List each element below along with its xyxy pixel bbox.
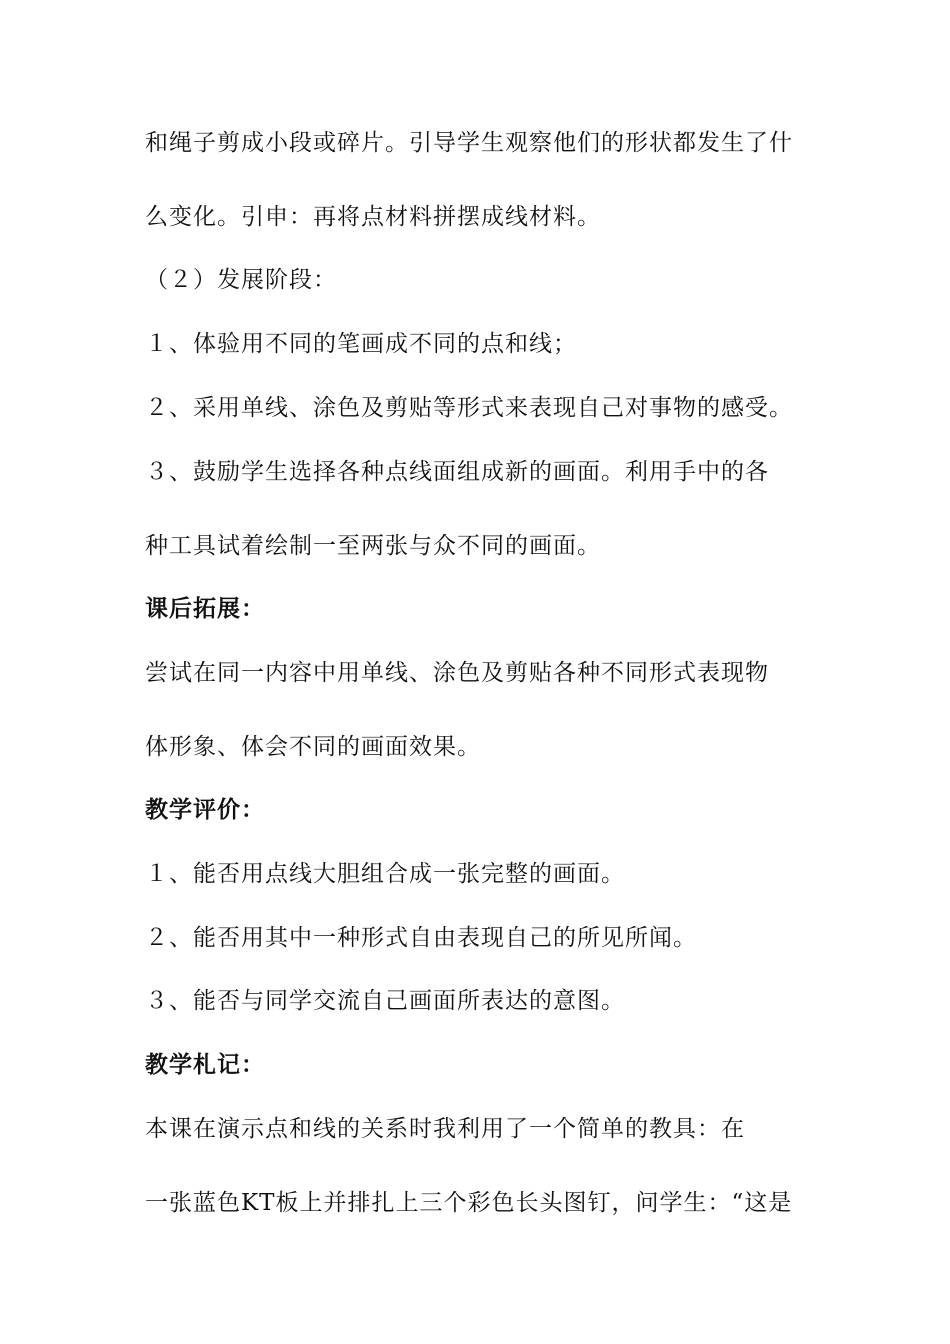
paragraph-line: 尝试在同一内容中用单线、涂色及剪贴各种不同形式表现物 bbox=[145, 660, 769, 686]
paragraph-line: 一张蓝色KT板上并排扎上三个彩色长头图钉，问学生：“这是 bbox=[145, 1190, 793, 1216]
section-label-development: （２）发展阶段： bbox=[145, 267, 337, 293]
list-item: １、体验用不同的笔画成不同的点和线； bbox=[145, 331, 577, 357]
list-item: ３、鼓励学生选择各种点线面组成新的画面。利用手中的各 bbox=[145, 459, 769, 485]
list-item: ２、采用单线、涂色及剪贴等形式来表现自己对事物的感受。 bbox=[145, 395, 793, 421]
paragraph-line: 么变化。引申：再将点材料拼摆成线材料。 bbox=[145, 204, 601, 230]
list-item: ３、能否与同学交流自己画面所表达的意图。 bbox=[145, 988, 625, 1014]
list-item: １、能否用点线大胆组合成一张完整的画面。 bbox=[145, 861, 625, 887]
list-item: ２、能否用其中一种形式自由表现自己的所见所闻。 bbox=[145, 925, 697, 951]
heading-evaluation: 教学评价： bbox=[145, 797, 265, 823]
heading-extension: 课后拓展： bbox=[145, 596, 265, 622]
paragraph-line: 和绳子剪成小段或碎片。引导学生观察他们的形状都发生了什 bbox=[145, 130, 793, 156]
paragraph-line: 体形象、体会不同的画面效果。 bbox=[145, 734, 481, 760]
paragraph-line: 种工具试着绘制一至两张与众不同的画面。 bbox=[145, 533, 601, 559]
paragraph-line: 本课在演示点和线的关系时我利用了一个简单的教具：在 bbox=[145, 1116, 745, 1142]
heading-teaching-notes: 教学札记： bbox=[145, 1052, 265, 1078]
